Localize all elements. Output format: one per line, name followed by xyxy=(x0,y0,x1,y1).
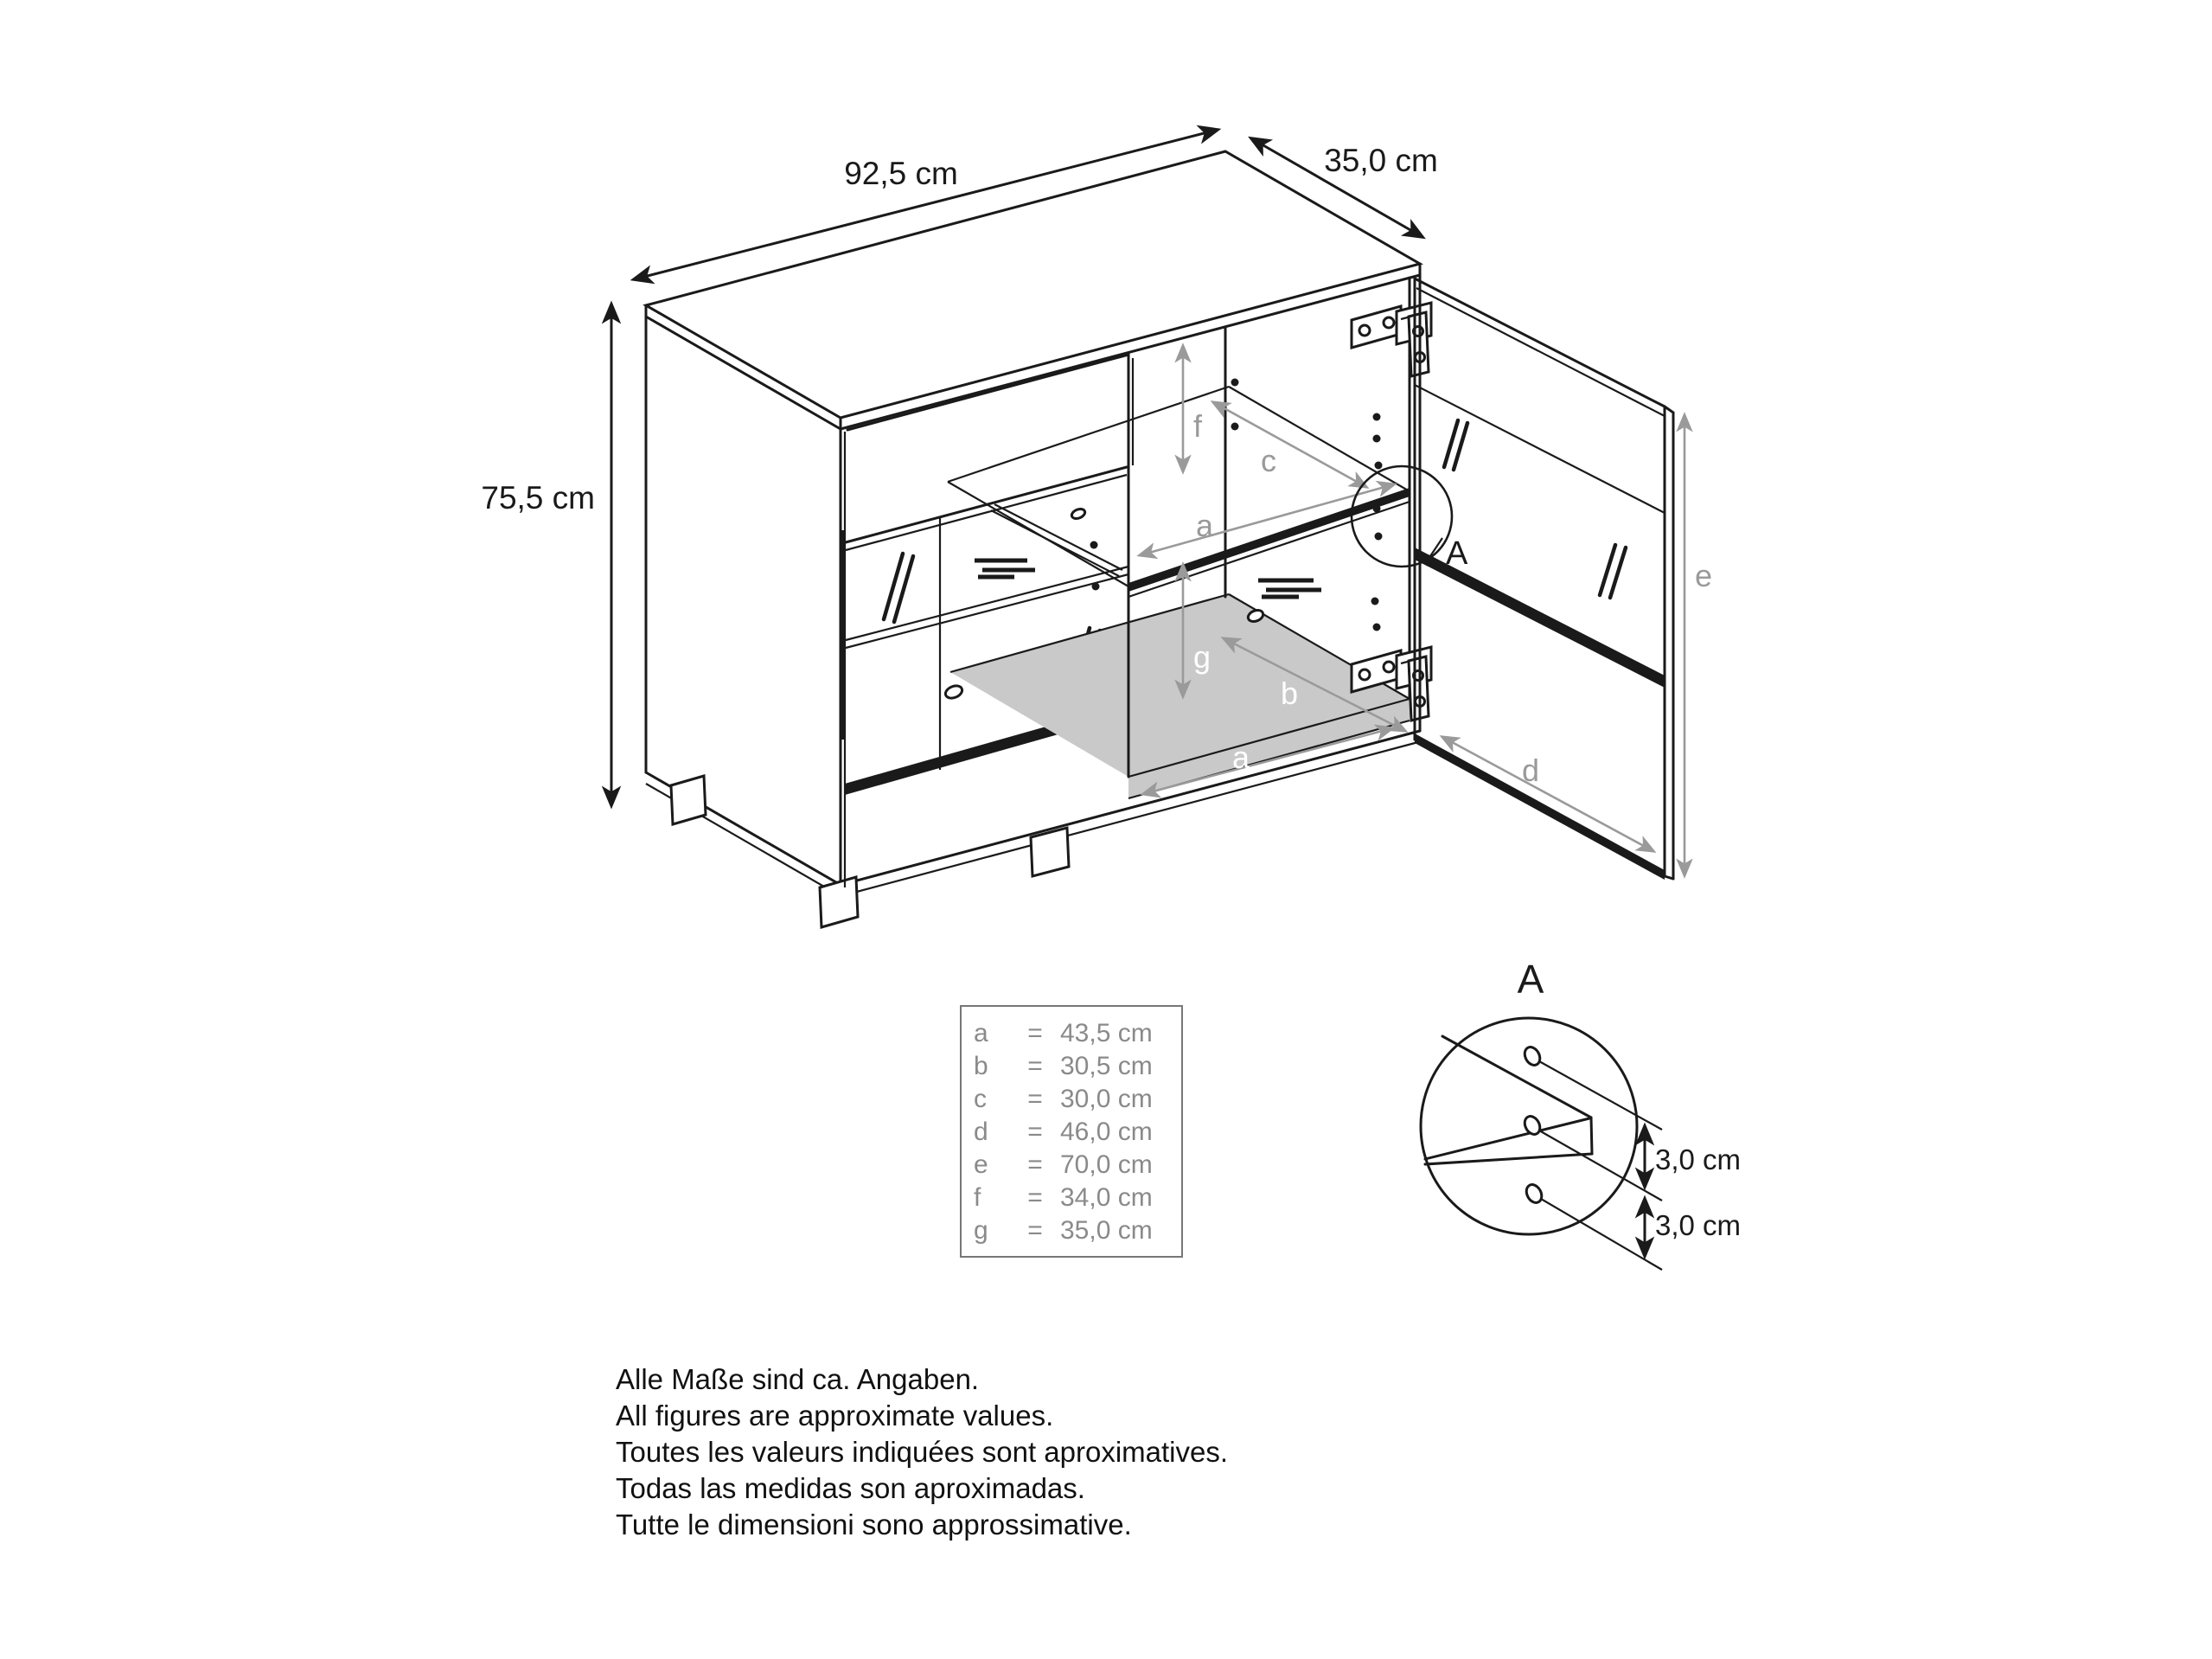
foot xyxy=(671,776,706,824)
legend-row: f = 34,0 cm xyxy=(974,1183,1153,1212)
shelf-pin-holes xyxy=(1231,379,1383,631)
detail-dimensions xyxy=(1645,1126,1741,1256)
label-a2: a xyxy=(1232,740,1250,775)
detail-title: A xyxy=(1517,957,1544,1002)
footnote-de: Alle Maße sind ca. Angaben. xyxy=(616,1363,980,1395)
footnotes xyxy=(616,1361,1228,1543)
footnote-es: Todas las medidas son aproximadas. xyxy=(616,1472,1085,1504)
door-edge-accent xyxy=(840,530,846,740)
cabinet xyxy=(646,151,1712,927)
width-label: 92,5 cm xyxy=(844,156,958,191)
dimension-door-height xyxy=(1685,415,1712,875)
legend-row: g = 35,0 cm xyxy=(974,1216,1153,1245)
legend-table xyxy=(960,1005,1183,1258)
label-b: b xyxy=(1281,676,1299,711)
label-g: g xyxy=(1193,639,1211,675)
depth-label: 35,0 cm xyxy=(1324,143,1438,178)
label-f: f xyxy=(1193,408,1203,444)
foot xyxy=(1031,828,1069,876)
dimension-height xyxy=(481,304,611,805)
glass-mark-icon xyxy=(975,560,1035,577)
footnote-it: Tutte le dimensioni sono approssimative. xyxy=(616,1508,1132,1540)
height-label: 75,5 cm xyxy=(481,480,595,516)
label-d: d xyxy=(1522,753,1540,788)
foot xyxy=(820,877,858,927)
detail-view xyxy=(1421,957,1741,1270)
footnote-en: All figures are approximate values. xyxy=(616,1400,1054,1432)
glass-mark-icon xyxy=(1258,580,1321,597)
label-c: c xyxy=(1261,443,1276,478)
legend-row: b = 30,5 cm xyxy=(974,1052,1153,1080)
legend-row: e = 70,0 cm xyxy=(974,1150,1153,1179)
offset-bottom-label: 3,0 cm xyxy=(1655,1209,1742,1241)
label-e: e xyxy=(1695,558,1713,593)
legend-row: c = 30,0 cm xyxy=(974,1085,1153,1113)
legend-row: a = 43,5 cm xyxy=(974,1019,1153,1047)
shelf-cross-section xyxy=(1425,1036,1592,1164)
interior-shelf xyxy=(948,387,1410,597)
label-a1: a xyxy=(1196,508,1214,543)
detail-marker-label: A xyxy=(1446,535,1468,572)
right-door xyxy=(1415,275,1673,880)
legend-row: d = 46,0 cm xyxy=(974,1118,1153,1146)
footnote-fr: Toutes les valeurs indiquées sont aproximatives. xyxy=(616,1436,1229,1468)
base-plinth xyxy=(671,731,1420,927)
cabinet-top xyxy=(646,151,1420,429)
offset-top-label: 3,0 cm xyxy=(1655,1143,1742,1175)
